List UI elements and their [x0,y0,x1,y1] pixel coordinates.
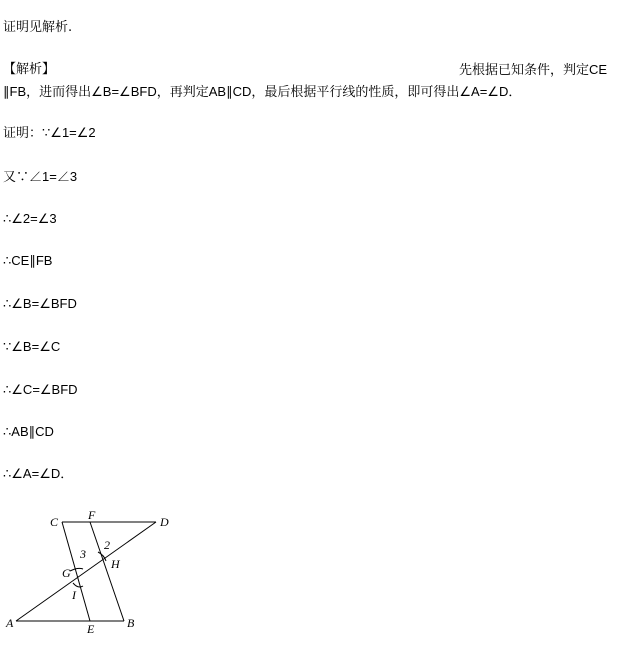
angle-3-arc [70,568,83,571]
label-e: E [87,622,95,636]
proof-step-4: ∴CE∥FB [3,253,53,268]
answer-line: 证明见解析. [3,20,73,35]
geometry-figure [0,505,190,655]
label-angle-3: 3 [80,547,86,561]
analysis-intro [459,62,607,79]
analysis-math-fb: FB [9,84,27,99]
proof-step-text: ∵∠1=∠2 [42,125,96,140]
proof-label: 证明： [3,126,43,141]
proof-step-6: ∵∠B=∠C [3,339,61,354]
proof-step-2: 又∵∠1=∠3 [3,169,78,184]
parallel-symbol: ∥ [3,84,10,99]
analysis-line-2 [3,84,521,101]
angle-1-arc [73,583,83,587]
analysis-intro-math: CE [589,62,608,77]
proof-step-5: ∴∠B=∠BFD [3,296,77,311]
analysis-math-3: ∠A=∠D [459,84,509,99]
label-c: C [50,515,59,529]
proof-step-9: ∴∠A=∠D． [3,466,74,481]
analysis-text-b: ，进而得出 [26,85,92,100]
label-g: G [62,566,71,580]
proof-step-7: ∴∠C=∠BFD [3,382,78,397]
label-a: A [6,616,14,630]
proof-step-1 [3,125,96,142]
analysis-math-2: AB∥CD [208,84,252,99]
label-i: I [72,588,76,602]
analysis-end: ． [508,85,522,100]
proof-step-8: ∴AB∥CD [3,424,54,439]
label-angle-2: 2 [104,538,110,552]
analysis-text-c: ，再判定 [156,85,209,100]
proof-step-3: ∴∠2=∠3 [3,211,57,226]
label-f: F [88,508,96,522]
segment-fb [90,522,124,621]
label-h: H [111,557,120,571]
analysis-text-d: ，最后根据平行线的性质，即可得出 [251,85,460,100]
analysis-heading: 【解析】 [3,62,56,77]
analysis-math-1: ∠B=∠BFD [91,84,157,99]
label-d: D [160,515,169,529]
label-b: B [127,616,135,630]
analysis-intro-text: 先根据已知条件，判定 [459,63,590,78]
